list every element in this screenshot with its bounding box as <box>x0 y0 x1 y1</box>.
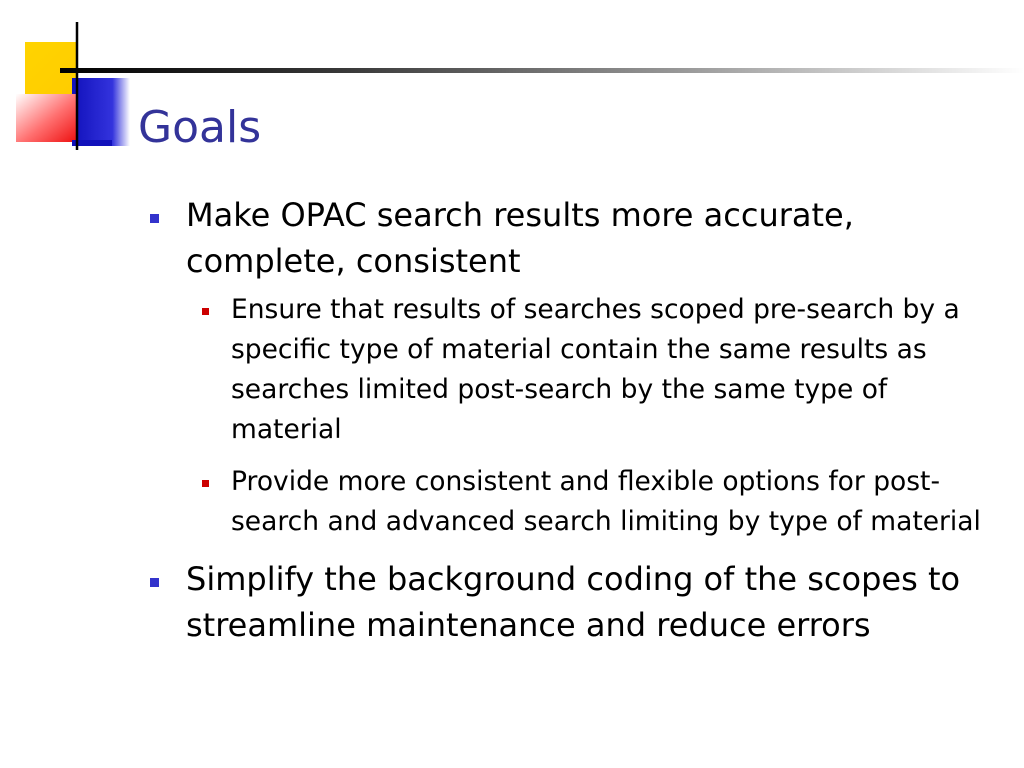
square-bullet-icon <box>202 480 209 487</box>
title-rule <box>60 68 1024 73</box>
bullet-item <box>146 192 1006 542</box>
sub-bullet-text: Ensure that results of searches scoped pre-search by a specific type of material contain the same results as searches limited post-search by the same type of material <box>231 294 960 445</box>
bullet-text: Make OPAC search results more accurate, complete, consistent <box>186 196 854 280</box>
slide-content <box>146 192 1006 662</box>
slide-title: Goals <box>138 102 262 153</box>
sub-bullet-text: Provide more consistent and flexible options for post-search and advanced search limiting by type of material <box>231 466 981 537</box>
sub-bullet-item <box>186 462 1006 542</box>
overlapping-squares-logo <box>0 0 140 160</box>
bullet-text: Simplify the background coding of the scopes to streamline maintenance and reduce errors <box>186 560 961 644</box>
square-bullet-icon <box>202 308 209 315</box>
bullet-item <box>146 556 1006 648</box>
sub-bullet-item <box>186 290 1006 450</box>
logo-red-square <box>16 94 76 142</box>
bullet-list <box>146 192 1006 648</box>
square-bullet-icon <box>150 214 159 223</box>
sub-bullet-list <box>186 290 1006 542</box>
square-bullet-icon <box>150 578 159 587</box>
logo-blue-square <box>72 78 130 146</box>
